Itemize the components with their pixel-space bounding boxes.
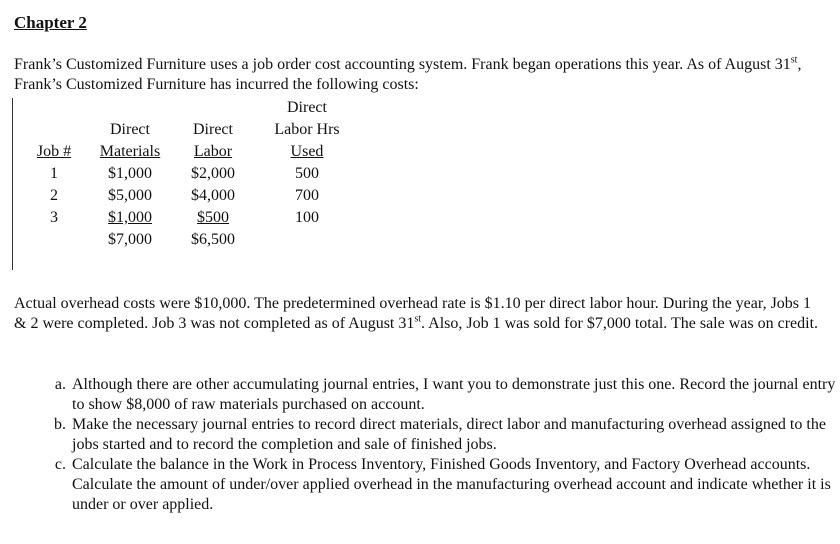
left-border-line: [12, 98, 13, 270]
header-mid-job: [26, 117, 82, 139]
task-item-a: a. Although there are other accumulating journal entries, I want you to demonstrate just this one. Record the journal entry to show $8,000 of raw materials purchased on account.: [70, 375, 840, 415]
header-labor: Labor: [193, 143, 233, 160]
table-header-row-top: [26, 95, 366, 117]
chapter-title: Chapter 2: [14, 13, 87, 32]
overhead-ordinal-suffix: st: [414, 313, 422, 325]
header-mid-labor: Direct: [193, 121, 233, 138]
task-list: [40, 375, 840, 515]
overhead-paragraph: [14, 294, 826, 334]
overhead-text-part1: Actual overhead costs were $10,000. The predetermined overhead rate is $1.10 per direct labor hour. During the year, Jobs 1 & 2 were completed. Job 3 was not completed as of August 31: [14, 295, 812, 332]
header-top-job: [26, 95, 82, 117]
table-row: [26, 205, 366, 227]
labor-cell: $4,000: [191, 187, 235, 204]
header-job-number: Job #: [36, 143, 72, 160]
total-labor-cell: $6,500: [191, 231, 235, 248]
header-mid-materials: Direct: [110, 121, 150, 138]
header-hours-used: Used: [290, 143, 324, 160]
materials-cell: $1,000: [108, 209, 152, 226]
hours-cell: 700: [295, 187, 319, 204]
labor-cell: $500: [197, 209, 229, 226]
hours-cell: 100: [295, 209, 319, 226]
header-mid-hours: Labor Hrs: [274, 121, 340, 138]
intro-paragraph: [14, 55, 826, 95]
intro-ordinal-suffix: st: [790, 54, 798, 66]
total-materials-cell: $7,000: [108, 231, 152, 248]
table-totals-row: [26, 227, 366, 249]
table-header-row-mid: [26, 117, 366, 139]
total-hours-cell: [248, 227, 366, 249]
intro-text-part2: , Frank’s Customized Furniture has incurred the following costs:: [14, 56, 802, 93]
job-number-cell: 1: [50, 165, 58, 182]
header-top-hours: Direct: [287, 99, 327, 116]
labor-cell: $2,000: [191, 165, 235, 182]
total-job-cell: [26, 227, 82, 249]
job-number-cell: 3: [50, 209, 58, 226]
materials-cell: $1,000: [108, 165, 152, 182]
table-header-row-bottom: [26, 139, 366, 161]
job-number-cell: 2: [50, 187, 58, 204]
header-materials: Materials: [99, 143, 161, 160]
task-item-c: c. Calculate the balance in the Work in Process Inventory, Finished Goods Inventory, and Factory Overhead accounts. Calculate the amount of under/over applied overhead in the manufacturing overhead account and indicate whether it is under or over applied.: [70, 455, 840, 515]
table-row: [26, 161, 366, 183]
hours-cell: 500: [295, 165, 319, 182]
job-costs-table: [26, 95, 366, 249]
intro-text-part1: Frank’s Customized Furniture uses a job order cost accounting system. Frank began operations this year. As of August 31: [14, 56, 791, 73]
task-item-b: b. Make the necessary journal entries to record direct materials, direct labor and manufacturing overhead assigned to the jobs started and to record the completion and sale of finished jobs.: [70, 415, 840, 455]
header-top-labor: [178, 95, 248, 117]
table-row: [26, 183, 366, 205]
materials-cell: $5,000: [108, 187, 152, 204]
header-top-materials: [82, 95, 178, 117]
overhead-text-part2: . Also, Job 1 was sold for $7,000 total. The sale was on credit.: [421, 315, 819, 332]
